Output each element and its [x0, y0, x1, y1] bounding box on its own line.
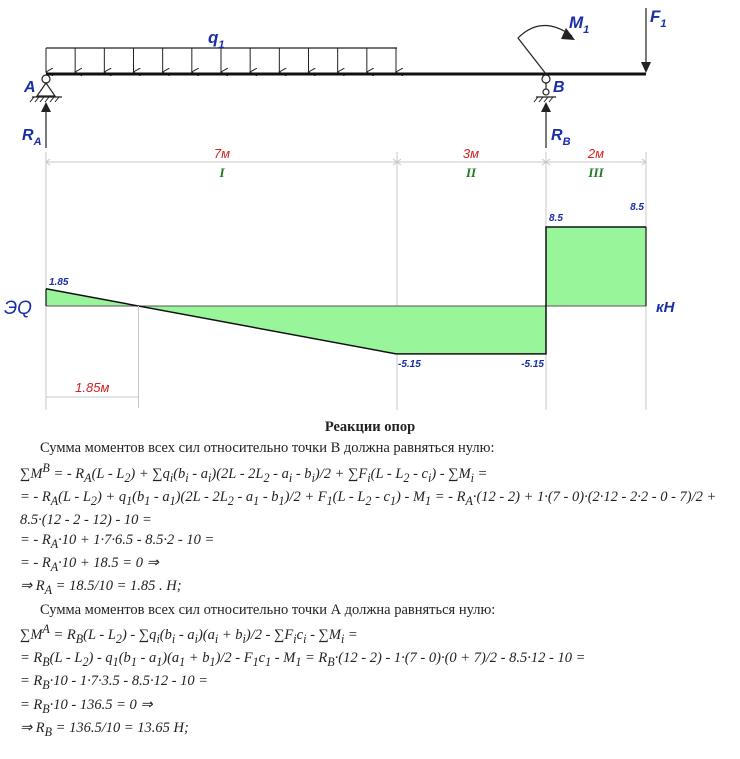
calc-intro-a: Сумма моментов всех сил относительно точки В должна равняться нулю: — [40, 440, 495, 457]
distributed-load — [46, 28, 397, 72]
span-2-roman: II — [465, 165, 477, 180]
span-3-length: 2м — [587, 146, 605, 161]
shear-fill — [46, 227, 646, 354]
shear-diagram — [46, 227, 646, 354]
support-a-label: A — [24, 79, 36, 96]
support-b-label: B — [553, 79, 565, 96]
calculation-section — [0, 418, 740, 742]
span-1-length: 7м — [213, 146, 231, 161]
calc-b-line-5: ⇒ $R_B = 136.5/10 = 13.65$ Н; — [20, 719, 189, 739]
span-3-roman: III — [588, 165, 604, 180]
calc-a-line-3: = - $R_A\cdot 10 + 1\cdot 7\cdot 6.5 - 8.5\cdot 2 - 10$ = — [20, 531, 215, 551]
value-label-mid-left: -5.15 — [398, 358, 421, 370]
reaction-a — [22, 102, 51, 148]
calc-a-line-2: = - $R_A(L - L_2) + q_1(b_1 - a_1)(2L - 2L_2 - a_1 - b_1)/2 + F_1(L - L_2 - c_1) - M_1$ = - $R_A\cdot(12 - 2) + 1\cdot(7 - 0)\cdot(2\cdot 12 - 2\cdot 2 - 0 - 7)/2 + 8.5\cdot(12 - 2 - 12) - 10$ = — [20, 488, 717, 529]
calc-b-line-2: = $R_B(L - L_2) - q_1(b_1 - a_1)(a_1 + b_1)/2 - F_1c_1 - M_1 = R_B\cdot(12 - 2) - 1\cdot(7 - 0)\cdot(0 + 7)/2 - 8.5\cdot 12 - 10$ = — [20, 650, 586, 669]
value-label-right-start: 8.5 — [549, 212, 563, 224]
force-f1 — [641, 7, 667, 73]
reaction-b-label: $R_B$ — [551, 127, 571, 148]
calc-b-line-1: $\sum M^A = R_B(L - L_2) - \sum q_i(b_i - a_i)(a_i + b_i)/2 - \sum F_ic_i - \sum M_i$ = — [20, 621, 358, 646]
force-label: $F_1$ — [650, 7, 667, 30]
reaction-b — [541, 102, 571, 148]
calc-b-line-3: = $R_B\cdot 10 - 1\cdot 7\cdot 3.5 - 8.5\cdot 12 - 10$ = — [20, 673, 209, 693]
value-label-start: 1.85 — [49, 276, 69, 288]
zero-crossing-label: 1.85м — [75, 380, 110, 395]
value-label-mid-right: -5.15 — [521, 358, 544, 370]
calc-a-line-1: $\sum M^B$ = - $R_A(L - L_2) + \sum q_i(b_i - a_i)(2L - 2L_2 - a_i - b_i)/2 + \sum F_i(L - L_2 - c_i) - \sum M_i$ = — [20, 460, 488, 485]
calc-b-line-4: = $R_B\cdot 10 - 136.5 = 0$ ⇒ — [20, 696, 153, 716]
moment-m1 — [518, 13, 589, 74]
diagram-title: ЭQ — [4, 298, 32, 319]
calc-a-line-4: = - $R_A\cdot 10 + 18.5 = 0$ ⇒ — [20, 554, 159, 574]
moment-label: $M_1$ — [569, 13, 590, 36]
calc-intro-b: Сумма моментов всех сил относительно точки А должна равняться нулю: — [40, 601, 496, 618]
load-arrows — [46, 48, 396, 72]
load-q-label: $q_1$ — [208, 28, 225, 51]
reaction-a-label: $R_A$ — [22, 127, 42, 148]
span-2-length: 3м — [462, 146, 480, 161]
span-1-roman: I — [219, 165, 225, 180]
value-label-right-end: 8.5 — [630, 201, 644, 213]
calc-a-line-5: ⇒ $R_A = 18.5/10 = 1.85$ . Н; — [20, 578, 182, 598]
diagram-unit: кН — [656, 299, 675, 316]
calc-title: Реакции опор — [324, 419, 416, 435]
